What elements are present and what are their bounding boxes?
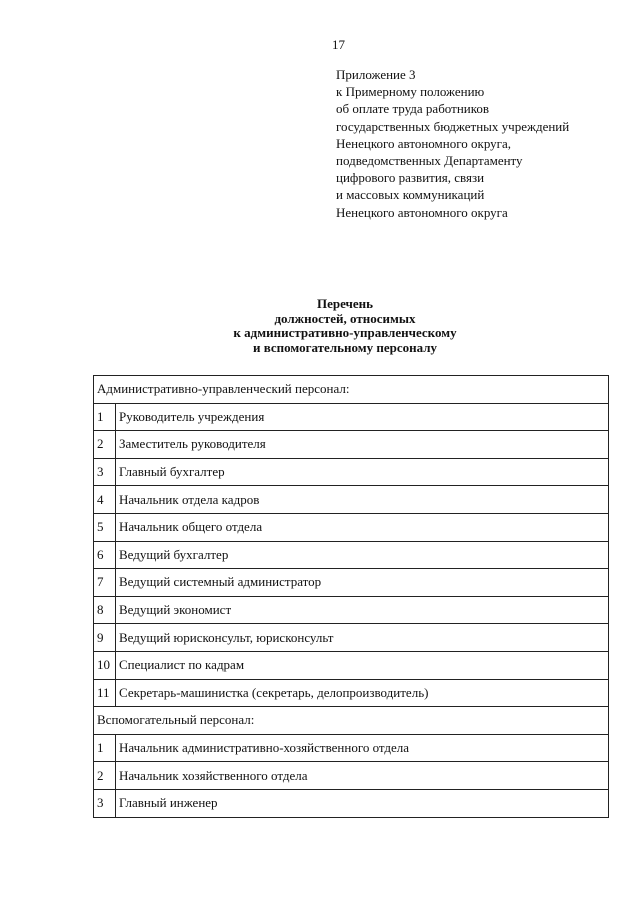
title-line: и вспомогательному персоналу (252, 339, 437, 355)
table-row (94, 624, 609, 652)
title-line: к административно-управленческому (233, 325, 457, 340)
row-number: 3 (94, 458, 116, 486)
appendix-line: об оплате труда работников (336, 101, 490, 117)
table-row (94, 789, 609, 817)
appendix-line: и массовых коммуникаций (336, 187, 485, 203)
position-name: Руководитель учреждения (116, 403, 609, 431)
section-heading-row (94, 707, 609, 735)
appendix-line: Ненецкого автономного округа (336, 204, 508, 220)
appendix-line: Приложение 3 (336, 67, 416, 82)
appendix-note (336, 66, 569, 221)
appendix-line: цифрового развития, связи (336, 170, 485, 186)
row-number: 4 (94, 486, 116, 514)
position-name: Ведущий системный администратор (116, 569, 609, 597)
row-number: 3 (94, 789, 116, 817)
position-name: Секретарь-машинистка (секретарь, делопроизводитель) (116, 679, 609, 707)
table-row (94, 513, 609, 541)
position-name: Главный инженер (116, 789, 609, 817)
position-name: Заместитель руководителя (116, 431, 609, 459)
position-name: Главный бухгалтер (116, 458, 609, 486)
row-number: 10 (94, 651, 116, 679)
row-number: 7 (94, 569, 116, 597)
title-line: должностей, относимых (274, 310, 416, 326)
page-number: 17 (332, 37, 345, 52)
row-number: 2 (94, 762, 116, 790)
position-name: Специалист по кадрам (116, 651, 609, 679)
row-number: 6 (94, 541, 116, 569)
position-name: Ведущий бухгалтер (116, 541, 609, 569)
position-name: Начальник хозяйственного отдела (116, 762, 609, 790)
row-number: 1 (94, 734, 116, 762)
row-number: 1 (94, 403, 116, 431)
position-name: Начальник отдела кадров (116, 486, 609, 514)
title-line: Перечень (316, 296, 374, 311)
position-name: Ведущий экономист (116, 596, 609, 624)
section-heading-row (94, 376, 609, 404)
table-row (94, 596, 609, 624)
row-number: 2 (94, 431, 116, 459)
row-number: 8 (94, 596, 116, 624)
row-number: 5 (94, 513, 116, 541)
positions-table (93, 375, 609, 818)
table-row (94, 431, 609, 459)
appendix-line: к Примерному положению (336, 84, 485, 100)
appendix-line: подведомственных Департаменту (336, 153, 523, 169)
table-row (94, 679, 609, 707)
positions-table-body (94, 376, 609, 818)
position-name: Ведущий юрисконсульт, юрисконсульт (116, 624, 609, 652)
table-row (94, 569, 609, 597)
row-number: 11 (94, 679, 116, 707)
table-row (94, 651, 609, 679)
appendix-line: Ненецкого автономного округа, (336, 135, 511, 151)
row-number: 9 (94, 624, 116, 652)
table-row (94, 541, 609, 569)
section-heading: Административно-управленческий персонал: (94, 376, 609, 404)
table-row (94, 403, 609, 431)
position-name: Начальник общего отдела (116, 513, 609, 541)
section-heading: Вспомогательный персонал: (94, 707, 609, 735)
table-row (94, 458, 609, 486)
table-row (94, 486, 609, 514)
appendix-line: государственных бюджетных учреждений (336, 118, 570, 134)
table-row (94, 734, 609, 762)
position-name: Начальник административно-хозяйственного отдела (116, 734, 609, 762)
document-title (0, 297, 640, 355)
table-row (94, 762, 609, 790)
